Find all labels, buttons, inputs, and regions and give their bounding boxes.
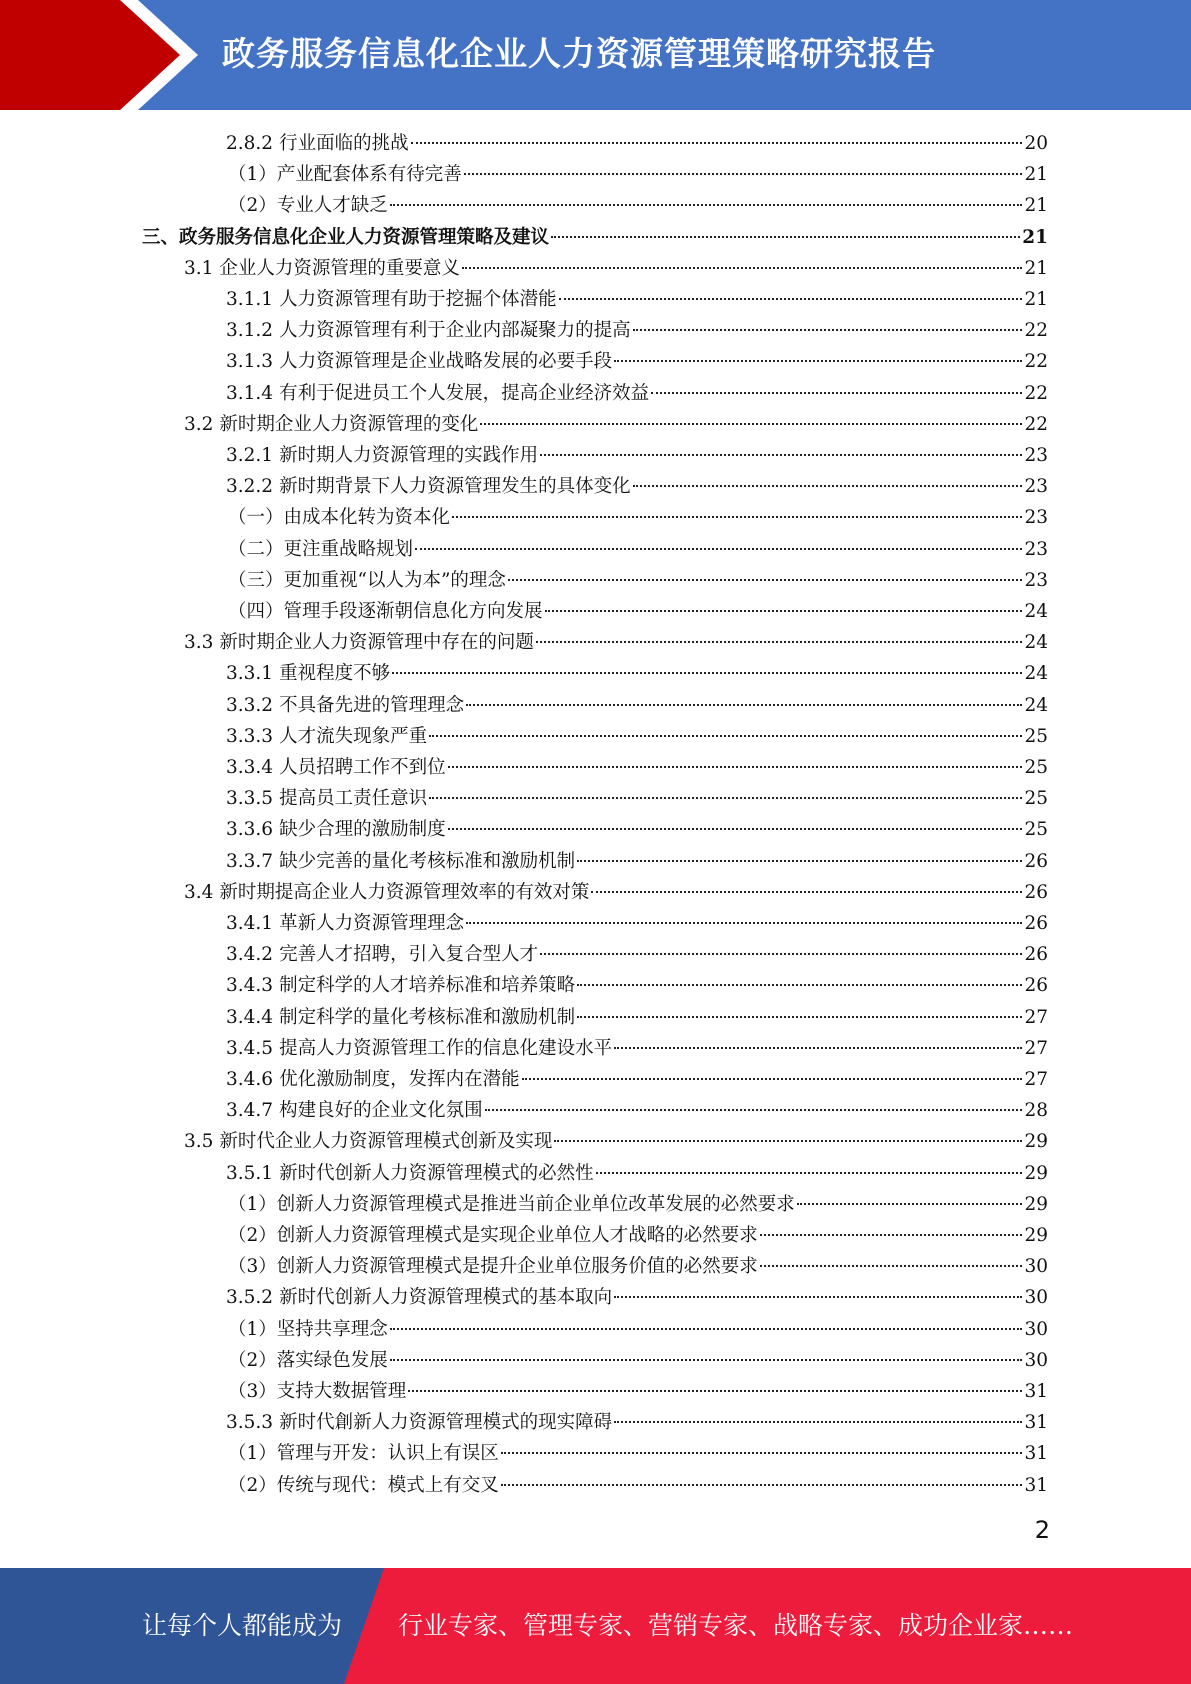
toc-dot-leader: [429, 735, 1022, 737]
toc-dot-leader: [448, 828, 1023, 830]
toc-entry-number: （1）: [228, 1193, 277, 1215]
toc-entry-page: 22: [1024, 413, 1048, 435]
toc-entry-number: 3.4.6: [226, 1069, 274, 1090]
toc-entry-title: 更加重视“以人为本”的理念: [283, 569, 506, 591]
toc-entry-page: 26: [1024, 944, 1048, 966]
toc-dot-leader: [390, 204, 1023, 206]
toc-dot-leader: [411, 142, 1023, 144]
toc-entry-number: 3.2.2: [226, 476, 274, 498]
toc-entry-page: 31: [1024, 1443, 1048, 1465]
toc-dot-leader: [614, 1047, 1022, 1049]
toc-entry[interactable]: [226, 471, 1048, 502]
toc-entry[interactable]: [142, 222, 1048, 253]
toc-entry-title: 革新人力资源管理理念: [279, 913, 465, 934]
toc-entry-page: 25: [1024, 788, 1048, 810]
toc-entry-page: 29: [1024, 1193, 1048, 1215]
toc-entry-page: 31: [1024, 1381, 1048, 1402]
toc-entry-title: 管理手段逐渐朝信息化方向发展: [283, 601, 543, 622]
toc-entry[interactable]: [228, 1438, 1048, 1469]
toc-dot-leader: [596, 1172, 1023, 1174]
toc-entry[interactable]: [228, 1220, 1048, 1251]
toc-entry-number: 3.5.2: [226, 1287, 274, 1309]
toc-entry[interactable]: [226, 1033, 1048, 1064]
toc-entry[interactable]: [226, 1064, 1048, 1095]
toc-dot-leader: [540, 953, 1022, 955]
toc-entry-title: 坚持共享理念: [276, 1318, 388, 1340]
toc-entry-title: 人才流失现象严重: [279, 725, 428, 747]
toc-entry-title: 新时代企业人力资源管理模式创新及实现: [219, 1131, 553, 1153]
toc-entry-title: 由成本化转为资本化: [283, 507, 451, 529]
toc-entry-page: 24: [1024, 663, 1048, 685]
toc-entry-number: 3.4.4: [226, 1006, 274, 1028]
toc-entry-number: 3.1: [184, 257, 214, 279]
toc-entry[interactable]: [226, 378, 1048, 409]
toc-entry-page: 29: [1024, 1131, 1048, 1153]
toc-dot-leader: [760, 1234, 1023, 1236]
toc-entry[interactable]: [226, 908, 1048, 939]
toc-entry-title: 提高人力资源管理工作的信息化建设水平: [279, 1037, 613, 1059]
toc-dot-leader: [545, 610, 1023, 612]
toc-entry-page: 30: [1024, 1287, 1048, 1309]
toc-entry-page: 30: [1024, 1256, 1048, 1278]
toc-dot-leader: [452, 516, 1022, 518]
toc-entry-title: 制定科学的量化考核标准和激励机制: [279, 1006, 576, 1028]
toc-entry-title: 制定科学的人才培养标准和培养策略: [279, 975, 576, 997]
toc-entry[interactable]: [184, 253, 1048, 284]
toc-entry[interactable]: [228, 1314, 1048, 1345]
toc-entry-title: 缺少合理的激励制度: [279, 819, 446, 841]
toc-entry[interactable]: [226, 1095, 1048, 1126]
toc-entry-number: 3.5.1: [226, 1162, 274, 1184]
toc-entry[interactable]: [226, 783, 1048, 814]
toc-dot-leader: [540, 454, 1022, 456]
toc-entry-title: 人力资源管理有助于挖掘个体潜能: [279, 289, 557, 310]
toc-entry-number: （3）: [228, 1256, 277, 1278]
toc-entry[interactable]: [228, 1189, 1048, 1220]
toc-dot-leader: [614, 1296, 1022, 1298]
toc-dot-leader: [554, 1140, 1022, 1142]
toc-entry-title: 新时期提高企业人力资源管理效率的有效对策: [219, 881, 590, 903]
toc-entry-title: 人员招聘工作不到位: [279, 757, 446, 778]
toc-entry[interactable]: [228, 190, 1048, 221]
toc-entry-page: 21: [1024, 164, 1048, 186]
toc-entry[interactable]: [226, 1002, 1048, 1033]
toc-dot-leader: [408, 1390, 1022, 1392]
toc-entry-page: 21: [1024, 195, 1048, 217]
toc-entry-page: 30: [1024, 1318, 1048, 1340]
toc-dot-leader: [577, 860, 1022, 862]
toc-entry[interactable]: [226, 814, 1048, 845]
toc-entry[interactable]: [226, 128, 1048, 159]
toc-entry[interactable]: [226, 846, 1048, 877]
toc-entry[interactable]: [226, 690, 1048, 721]
toc-entry-title: 人力资源管理是企业战略发展的必要手段: [279, 351, 613, 373]
footer-slogan-right: 行业专家、管理专家、营销专家、战略专家、成功企业家……: [398, 1611, 1074, 1640]
toc-dot-leader: [559, 298, 1023, 300]
toc-entry[interactable]: [226, 1407, 1048, 1438]
toc-entry-page: 24: [1024, 601, 1048, 622]
toc-dot-leader: [466, 922, 1022, 924]
toc-entry-number: 3.4.5: [226, 1037, 274, 1059]
toc-entry[interactable]: [226, 721, 1048, 752]
toc-entry-number: （一）: [228, 507, 284, 529]
toc-entry[interactable]: [226, 970, 1048, 1001]
toc-dot-leader: [508, 579, 1023, 581]
toc-entry-title: 产业配套体系有待完善: [276, 164, 462, 186]
toc-dot-leader: [577, 984, 1022, 986]
toc-entry[interactable]: [228, 534, 1048, 565]
toc-entry-number: 3.3.1: [226, 663, 274, 685]
toc-dot-leader: [485, 1109, 1023, 1111]
toc-entry-title: 新时期背景下人力资源管理发生的具体变化: [279, 476, 631, 498]
toc-entry-page: 26: [1024, 881, 1048, 903]
toc-entry-title: 优化激励制度，发挥内在潜能: [279, 1069, 520, 1090]
toc-entry-number: 3.3: [184, 632, 214, 654]
toc-entry-title: 行业面临的挑战: [279, 133, 409, 154]
toc-dot-leader: [466, 704, 1022, 706]
toc-entry-number: （四）: [228, 601, 284, 622]
toc-entry-page: 23: [1024, 507, 1048, 529]
report-title: 政务服务信息化企业人力资源管理策略研究报告: [222, 34, 936, 73]
toc-dot-leader: [392, 672, 1022, 674]
toc-entry-title: 缺少完善的量化考核标准和激励机制: [279, 850, 576, 872]
toc-entry[interactable]: [228, 565, 1048, 596]
toc-dot-leader: [633, 329, 1023, 331]
toc-entry[interactable]: [184, 627, 1048, 658]
toc-dot-leader: [551, 236, 1020, 238]
toc-dot-leader: [577, 1016, 1022, 1018]
toc-dot-leader: [651, 392, 1022, 394]
toc-entry-page: 31: [1024, 1412, 1048, 1434]
toc-entry-number: 2.8.2: [226, 133, 274, 154]
toc-entry-page: 21: [1022, 226, 1048, 248]
toc-entry-number: 3.2.1: [226, 445, 274, 466]
toc-entry-page: 24: [1024, 632, 1048, 654]
toc-entry-number: （2）: [228, 195, 277, 217]
toc-dot-leader: [614, 360, 1022, 362]
toc-entry-number: （1）: [228, 164, 277, 186]
footer-slogan-left: 让每个人都能成为: [142, 1611, 343, 1640]
toc-entry-title: 更注重战略规划: [283, 538, 414, 560]
toc-entry-page: 22: [1024, 320, 1048, 342]
toc-entry-number: 3.4: [184, 881, 214, 903]
toc-entry-page: 28: [1024, 1100, 1048, 1122]
toc-entry-title: 新时期企业人力资源管理的变化: [219, 413, 479, 435]
toc-entry-number: 3.4.1: [226, 913, 274, 934]
toc-entry-title: 新时期企业人力资源管理中存在的问题: [219, 632, 534, 654]
toc-dot-leader: [462, 267, 1023, 269]
toc-entry-number: （1）: [228, 1318, 277, 1340]
toc-entry-title: 传统与现代：模式上有交叉: [276, 1474, 499, 1496]
toc-entry-page: 31: [1024, 1474, 1048, 1496]
toc-dot-leader: [536, 641, 1023, 643]
toc-entry[interactable]: [228, 596, 1048, 627]
toc-entry-number: 3.3.2: [226, 694, 274, 716]
toc-entry-page: 20: [1024, 133, 1048, 154]
toc-entry-number: 3.3.4: [226, 757, 274, 778]
toc-entry-title: 重视程度不够: [279, 663, 391, 685]
toc-entry-number: 3.2: [184, 413, 214, 435]
toc-entry[interactable]: [228, 159, 1048, 190]
toc-dot-leader: [390, 1328, 1023, 1330]
toc-entry-title: 创新人力资源管理模式是推进当前企业单位改革发展的必然要求: [276, 1193, 795, 1215]
toc-entry-page: 21: [1024, 257, 1048, 279]
toc-entry-page: 25: [1024, 725, 1048, 747]
toc-entry-number: （二）: [228, 538, 284, 560]
toc-entry-page: 27: [1024, 1037, 1048, 1059]
toc-entry[interactable]: [184, 409, 1048, 440]
toc-entry-page: 26: [1024, 975, 1048, 997]
toc-entry-number: 3.5.3: [226, 1412, 274, 1434]
toc-dot-leader: [480, 423, 1022, 425]
toc-entry-page: 21: [1024, 289, 1048, 310]
toc-entry-title: 构建良好的企业文化氛围: [279, 1100, 483, 1122]
toc-entry-number: （2）: [228, 1225, 277, 1246]
toc-dot-leader: [390, 1359, 1023, 1361]
toc-dot-leader: [591, 891, 1022, 893]
toc-entry-title: 企业人力资源管理的重要意义: [219, 257, 460, 279]
toc-entry-title: 支持大数据管理: [276, 1381, 407, 1402]
toc-entry-title: 新时期人力资源管理的实践作用: [279, 445, 539, 466]
toc-entry-number: 3.1.2: [226, 320, 274, 342]
toc-dot-leader: [501, 1452, 1023, 1454]
toc-entry-number: 3.4.7: [226, 1100, 274, 1122]
toc-entry[interactable]: [228, 1251, 1048, 1282]
toc-entry-number: 三、: [142, 226, 180, 248]
toc-entry-number: 3.4.2: [226, 944, 274, 966]
toc-entry-page: 27: [1024, 1006, 1048, 1028]
page-footer: [0, 1568, 1191, 1684]
toc-entry-title: 新时代创新人力资源管理模式的基本取向: [279, 1287, 613, 1309]
toc-entry-title: 人力资源管理有利于企业内部凝聚力的提高: [279, 320, 631, 342]
toc-dot-leader: [464, 173, 1023, 175]
toc-entry-number: 3.1.1: [226, 289, 274, 310]
toc-entry-number: 3.3.7: [226, 850, 274, 872]
toc-dot-leader: [614, 1421, 1022, 1423]
toc-entry-number: 3.4.3: [226, 975, 274, 997]
toc-entry-page: 23: [1024, 445, 1048, 466]
toc-entry[interactable]: [226, 658, 1048, 689]
toc-entry[interactable]: [226, 1158, 1048, 1189]
page-header: [0, 0, 1191, 110]
toc-entry-page: 29: [1024, 1162, 1048, 1184]
toc-entry-page: 26: [1024, 850, 1048, 872]
toc-entry-title: 政务服务信息化企业人力资源管理策略及建议: [179, 226, 550, 248]
toc-entry-number: 3.3.5: [226, 788, 274, 810]
toc-dot-leader: [797, 1203, 1023, 1205]
toc-entry-title: 创新人力资源管理模式是实现企业单位人才战略的必然要求: [276, 1225, 758, 1246]
toc-entry[interactable]: [228, 502, 1048, 533]
toc-entry-page: 22: [1024, 351, 1048, 373]
toc-entry-title: 不具备先进的管理理念: [279, 694, 465, 716]
toc-entry-page: 30: [1024, 1349, 1048, 1371]
toc-entry[interactable]: [226, 346, 1048, 377]
toc-entry-number: 3.1.3: [226, 351, 274, 373]
toc-entry-page: 25: [1024, 757, 1048, 778]
toc-entry[interactable]: [228, 1376, 1048, 1407]
toc-entry-page: 29: [1024, 1225, 1048, 1246]
toc-entry-title: 管理与开发：认识上有误区: [276, 1443, 499, 1465]
toc-entry-number: （1）: [228, 1443, 277, 1465]
toc-dot-leader: [501, 1484, 1023, 1486]
toc-entry[interactable]: [226, 939, 1048, 970]
toc-entry-page: 24: [1024, 694, 1048, 716]
toc-entry-number: （3）: [228, 1381, 277, 1402]
toc-entry[interactable]: [226, 1282, 1048, 1313]
toc-entry-page: 23: [1024, 569, 1048, 591]
toc-entry-page: 26: [1024, 913, 1048, 934]
toc-entry-title: 创新人力资源管理模式是提升企业单位服务价值的必然要求: [276, 1256, 758, 1278]
toc-entry[interactable]: [226, 284, 1048, 315]
page-number: 2: [1034, 1516, 1050, 1544]
toc-dot-leader: [760, 1265, 1023, 1267]
toc-entry[interactable]: [228, 1345, 1048, 1376]
toc-entry[interactable]: [226, 752, 1048, 783]
toc-entry-page: 25: [1024, 819, 1048, 841]
toc-entry-title: 新时代创新人力资源管理模式的必然性: [279, 1162, 594, 1184]
toc-dot-leader: [429, 797, 1022, 799]
toc-entry-page: 23: [1024, 476, 1048, 498]
toc-entry-title: 新时代創新人力资源管理模式的现实障碍: [279, 1412, 613, 1434]
toc-entry-number: （2）: [228, 1474, 277, 1496]
toc-entry-number: （2）: [228, 1349, 277, 1371]
toc-dot-leader: [522, 1078, 1023, 1080]
toc-entry-title: 落实绿色发展: [276, 1349, 388, 1371]
toc-entry-number: 3.1.4: [226, 382, 274, 404]
toc-entry[interactable]: [228, 1470, 1048, 1501]
toc-entry-number: （三）: [228, 569, 284, 591]
toc-entry-page: 22: [1024, 382, 1048, 404]
toc-entry-title: 专业人才缺乏: [276, 195, 388, 217]
toc-entry-number: 3.5: [184, 1131, 214, 1153]
toc-entry-title: 有利于促进员工个人发展，提高企业经济效益: [279, 382, 650, 404]
toc-entry[interactable]: [226, 440, 1048, 471]
toc-entry-page: 27: [1024, 1069, 1048, 1090]
toc-entry-page: 23: [1024, 538, 1048, 560]
toc-entry-number: 3.3.6: [226, 819, 274, 841]
toc-dot-leader: [633, 485, 1023, 487]
toc-dot-leader: [448, 766, 1023, 768]
toc-entry[interactable]: [184, 877, 1048, 908]
toc-entry-number: 3.3.3: [226, 725, 274, 747]
toc-dot-leader: [415, 548, 1022, 550]
toc-entry-title: 完善人才招聘，引入复合型人才: [279, 944, 539, 966]
toc-entry-title: 提高员工责任意识: [279, 788, 428, 810]
toc-entry[interactable]: [184, 1126, 1048, 1157]
toc-entry[interactable]: [226, 315, 1048, 346]
